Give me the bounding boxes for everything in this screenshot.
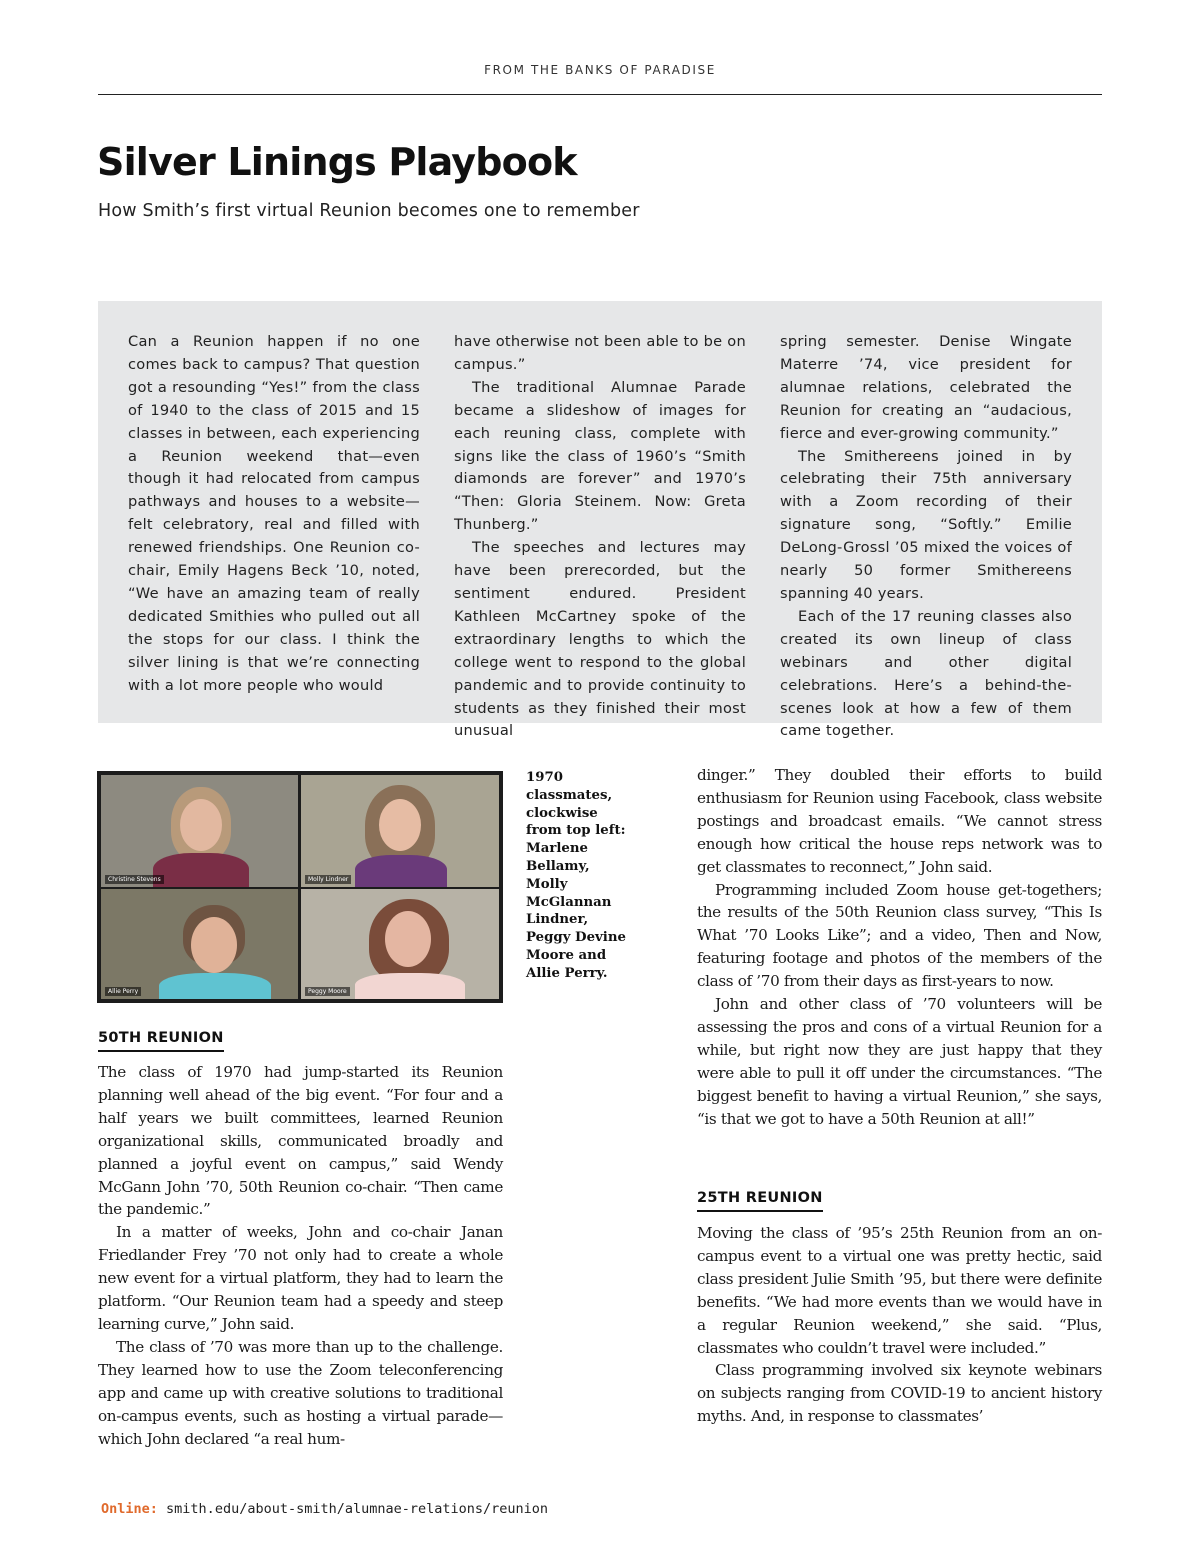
section-heading-25th: 25TH REUNION (697, 1190, 823, 1212)
participant-name: Peggy Moore (305, 987, 350, 996)
online-label: Online: (101, 1501, 158, 1517)
intro-paragraph: have otherwise not been able to be on campus.” (454, 333, 746, 373)
zoom-screenshot-photo (97, 771, 503, 1003)
section-heading-50th: 50TH REUNION (98, 1030, 224, 1052)
participant-name: Christine Stevens (105, 875, 164, 884)
body-paragraph: Class programming involved six keynote webinars on subjects ranging from COVID-19 to ancient history myths. And, in response to classmates’ (697, 1361, 1102, 1426)
video-tile (301, 775, 499, 887)
intro-column-3 (780, 331, 1072, 743)
body-paragraph: Programming included Zoom house get-togethers; the results of the 50th Reunion class survey, “This Is What ’70 Looks Like”; and a video, Then and Now, featuring footage and photos of the members of the class of ’70 from their days as first-years to now. (697, 880, 1102, 991)
article-title: Silver Linings Playbook (97, 140, 577, 184)
intro-column-2 (454, 331, 746, 743)
intro-paragraph: The Smithereens joined in by celebrating their 75th anniversary with a Zoom recording of their signature song, “Softly.” Emilie DeLong-Grossl ’05 mixed the voices of nearly 50 former Smithereens spanning 40 years. (780, 447, 1072, 602)
body-paragraph: The class of 1970 had jump-started its Reunion planning well ahead of the big event. “For four and a half years we built committees, learned Reunion organizational skills, communicated broadly and planned a joyful event on campus,” said Wendy McGann John ’70, 50th Reunion co-chair. “Then came the pandemic.” (98, 1063, 503, 1219)
intro-paragraph: Can a Reunion happen if no one comes back to campus? That question got a resounding “Yes!” from the class of 1940 to the class of 2015 and 15 classes in between, each experiencing a Reunion weekend that—even though it had relocated from campus pathways and houses to a website—felt celebratory, real and filled with renewed friendships. One Reunion co-chair, Emily Hagens Beck ’10, noted, “We have an amazing team of really dedicated Smithies who pulled out all the stops for our class. I think the silver lining is that we’re connecting with a lot more people who would (128, 333, 420, 694)
person-shirt (153, 853, 249, 887)
person-face (180, 799, 222, 851)
person-shirt (355, 973, 465, 999)
person-face (191, 917, 237, 973)
running-head: FROM THE BANKS OF PARADISE (484, 63, 716, 77)
participant-name: Molly Lindner (305, 875, 351, 884)
video-tile (101, 889, 298, 999)
intro-paragraph: The speeches and lectures may have been prerecorded, but the sentiment endured. President Kathleen McCartney spoke of the extraordinary lengths to which the college went to respond to the global pandemic and to provide continuity to students as they finished their most unusual (454, 539, 746, 740)
intro-paragraph: The traditional Alumnae Parade became a slideshow of images for each reuning class, complete with signs like the class of 1960’s “Smith diamonds are forever” and 1970’s “Then: Gloria Steinem. Now: Greta Thunberg.” (454, 378, 746, 534)
person-face (385, 911, 431, 967)
online-link-line (101, 1501, 548, 1517)
intro-paragraph: Each of the 17 reuning classes also created its own lineup of class webinars and other digital celebrations. Here’s a behind-the-scenes look at how a few of them came together. (780, 607, 1072, 740)
body-column-left (98, 1061, 503, 1450)
photo-caption: 1970 classmates, clockwise from top left: Marlene Bellamy, Molly McGlannan Lindner, Peggy Devine Moore and Allie Perry. (526, 770, 626, 981)
person-shirt (355, 855, 447, 887)
video-tile (101, 775, 298, 887)
body-paragraph: The class of ’70 was more than up to the challenge. They learned how to use the Zoom teleconferencing app and came up with creative solutions to traditional on-campus events, such as hosting a virtual parade—which John declared “a real hum- (98, 1337, 503, 1448)
article-subtitle: How Smith’s first virtual Reunion becomes one to remember (98, 201, 640, 221)
intro-paragraph: spring semester. Denise Wingate Materre ’74, vice president for alumnae relations, celebrated the Reunion for creating an “audacious, fierce and ever-growing community.” (780, 333, 1072, 442)
body-paragraph: dinger.” They doubled their efforts to build enthusiasm for Reunion using Facebook, class website postings and broadcast emails. “We cannot stress enough how critical the house reps network was to get classmates to reconnect,” John said. (697, 766, 1102, 876)
participant-name: Allie Perry (105, 987, 141, 996)
online-url-link[interactable]: smith.edu/about-smith/alumnae-relations/reunion (166, 1501, 549, 1517)
body-paragraph: In a matter of weeks, John and co-chair Janan Friedlander Frey ’70 not only had to create a whole new event for a virtual platform, they had to learn the platform. “Our Reunion team had a speedy and steep learning curve,” John said. (98, 1223, 503, 1333)
body-paragraph: John and other class of ’70 volunteers will be assessing the pros and cons of a virtual Reunion for a while, but right now they are just happy that they were able to pull it off under the circumstances. “The biggest benefit to having a virtual Reunion,” she says, “is that we got to have a 50th Reunion at all!” (697, 995, 1102, 1128)
header-rule (98, 94, 1102, 95)
video-tile (301, 889, 499, 999)
person-face (379, 799, 421, 851)
body-column-right-bottom (697, 1222, 1102, 1428)
body-column-right-top (697, 764, 1102, 1131)
person-shirt (159, 973, 271, 999)
body-paragraph: Moving the class of ’95’s 25th Reunion from an on-campus event to a virtual one was pretty hectic, said class president Julie Smith ’95, but there were definite benefits. “We had more events than we would have in a regular Reunion weekend,” she said. “Plus, classmates who couldn’t travel were included.” (697, 1224, 1102, 1357)
intro-box (98, 301, 1102, 740)
intro-column-1 (128, 331, 420, 698)
